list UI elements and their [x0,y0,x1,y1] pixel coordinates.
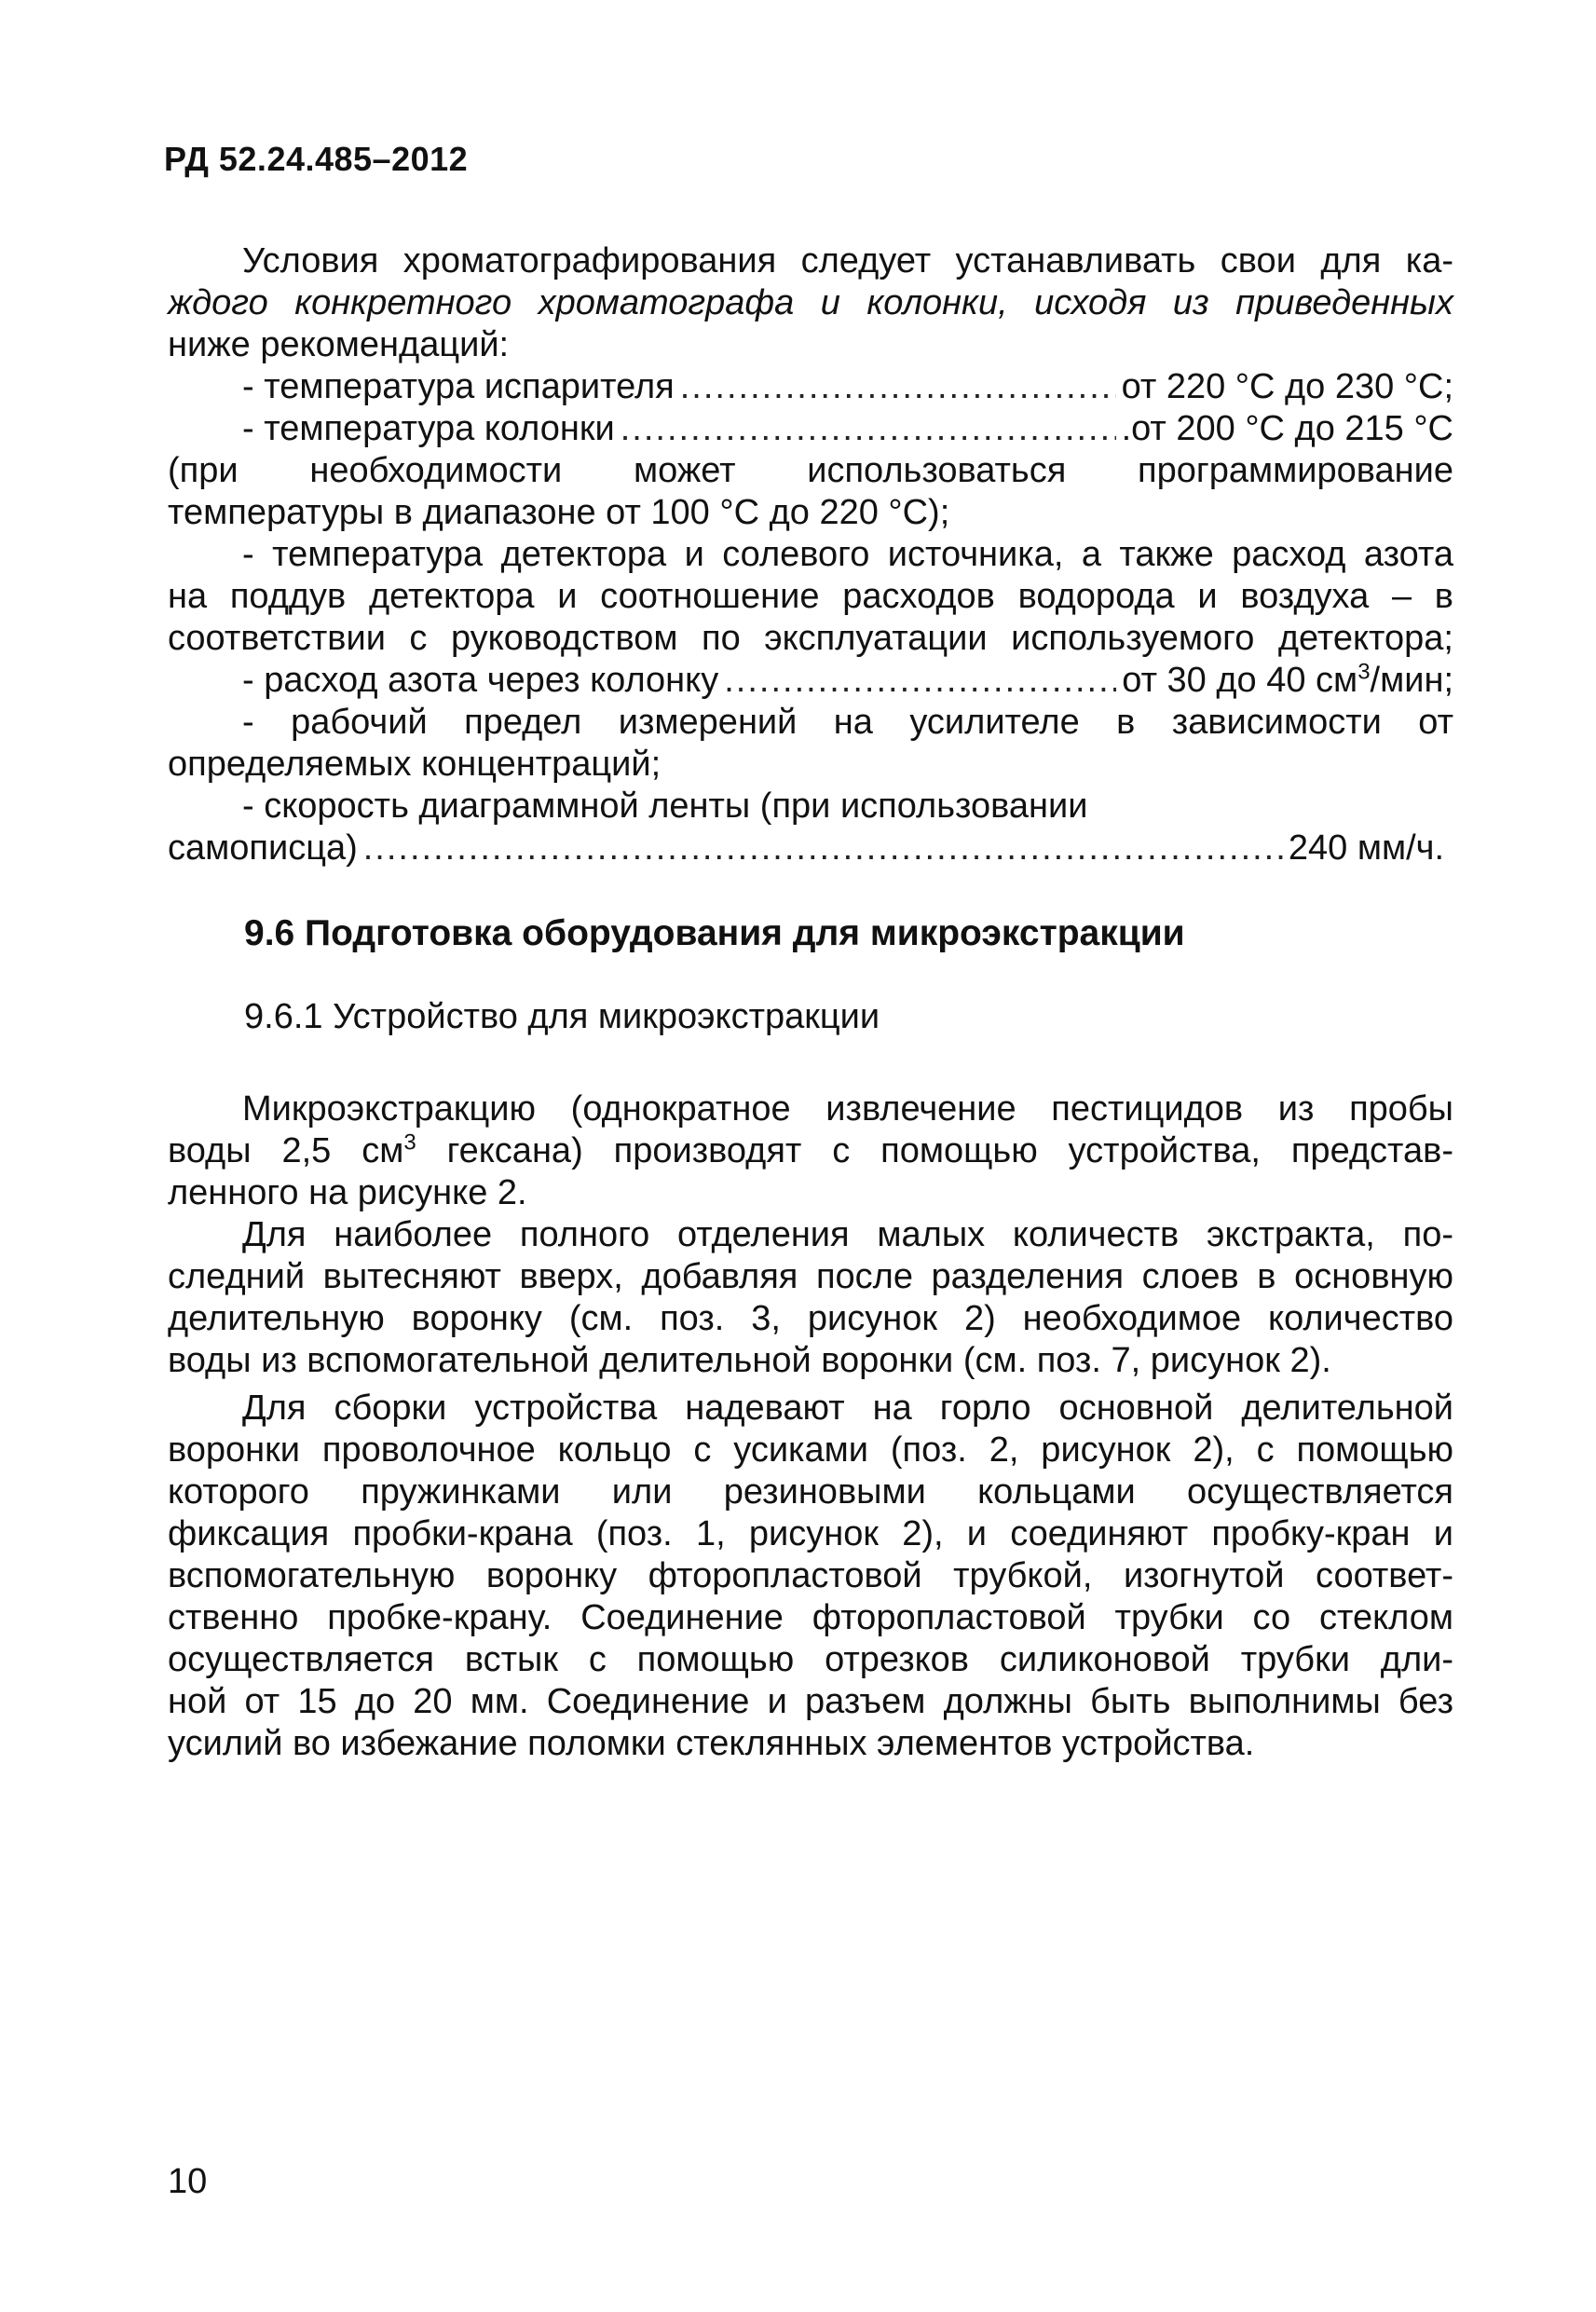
text-line: воды из вспомогательной делительной воронки (см. поз. 7, рисунок 2). [168,1341,1331,1380]
nitrogen-flow-value [1122,660,1453,702]
text-line: Микроэкстракцию (однократное извлечение пестицидов из пробы [242,1089,1453,1129]
microextraction-description [168,1088,1453,1765]
text-line: - скорость диаграммной ленты (при использовании [242,787,1088,826]
text-line: Для наиболее полного отделения малых количеств экстракта, по- [242,1215,1453,1254]
text-line: делительную воронку (см. поз. 3, рисунок 2) необходимое количество [168,1299,1453,1338]
section-title: 9.6 Подготовка оборудования для микроэкстракции [244,913,1185,953]
dot-leader [621,408,1116,450]
text-line: определяемых концентраций; [168,745,662,784]
text-line: следний вытесняют вверх, добавляя после разделения слоев в основную [168,1257,1453,1296]
chromatography-conditions [168,240,1453,869]
evaporator-temperature-row [168,366,1453,408]
column-temperature-row [168,408,1453,450]
dot-leader [724,660,1116,702]
text-line: соответствии с руководством по эксплуатации используемого детектора; [168,619,1453,658]
evaporator-temperature-label: - температура испарителя [242,367,675,406]
text-line: - рабочий предел измерений на усилителе в зависимости от [242,703,1453,742]
text-line: Условия хроматографирования следует устанавливать свои для ка- [242,241,1453,280]
nitrogen-flow-row [168,660,1453,702]
text-fragment: гексана) производят с помощью устройства, представ- [416,1131,1453,1170]
nitrogen-flow-value-unit: /мин; [1370,661,1453,700]
superscript: 3 [1357,659,1371,685]
text-line: которого пружинками или резиновыми кольцами осуществляется [168,1472,1453,1512]
text-line: воронки проволочное кольцо с усиками (поз. 2, рисунок 2), с помощью [168,1430,1453,1470]
nitrogen-flow-value-main: от 30 до 40 см [1122,661,1358,700]
text-line: усилий во избежание поломки стеклянных элементов устройства. [168,1724,1255,1763]
text-line: (при необходимости может использоваться программирование [168,451,1453,490]
text-line: ленного на рисунке 2. [168,1173,527,1212]
text-line: на поддув детектора и соотношение расходов водорода и воздуха – в [168,577,1453,616]
chart-speed-label: самописца) [168,828,358,868]
text-line: фиксация пробки-крана (поз. 1, рисунок 2), и соединяют пробку-кран и [168,1514,1453,1553]
text-line [168,1130,1453,1172]
page-number: 10 [168,2162,208,2201]
subsection-title: 9.6.1 Устройство для микроэкстракции [244,997,880,1036]
text-fragment: воды 2,5 см [168,1131,404,1170]
text-line: ниже рекомендаций: [168,325,510,364]
text-line: температуры в диапазоне от 100 °С до 220 °С); [168,493,950,532]
text-line: ственно пробке-крану. Соединение фторопластовой трубки со стеклом [168,1598,1453,1637]
superscript: 3 [403,1129,416,1156]
dot-leader [680,366,1116,408]
chart-speed-row [168,828,1444,869]
text-line: ждого конкретного хроматографа и колонки, исходя из приведенных [168,283,1453,322]
column-temperature-label: - температура колонки [242,409,615,448]
text-line: Для сборки устройства надевают на горло основной делительной [242,1389,1453,1428]
column-temperature-value: .от 200 °С до 215 °С [1121,409,1453,448]
nitrogen-flow-label: - расход азота через колонку [242,661,719,700]
document-code: РД 52.24.485–2012 [164,140,469,178]
chart-speed-value: 240 мм/ч. [1288,828,1444,868]
dot-leader [363,828,1283,869]
evaporator-temperature-value: от 220 °С до 230 °С; [1121,367,1453,406]
text-line: - температура детектора и солевого источника, а также расход азота [242,535,1453,574]
text-line: вспомогательную воронку фторопластовой трубкой, изогнутой соответ- [168,1556,1453,1595]
text-line: ной от 15 до 20 мм. Соединение и разъем должны быть выполнимы без [168,1682,1453,1721]
text-line: осуществляется встык с помощью отрезков силиконовой трубки дли- [168,1640,1453,1679]
